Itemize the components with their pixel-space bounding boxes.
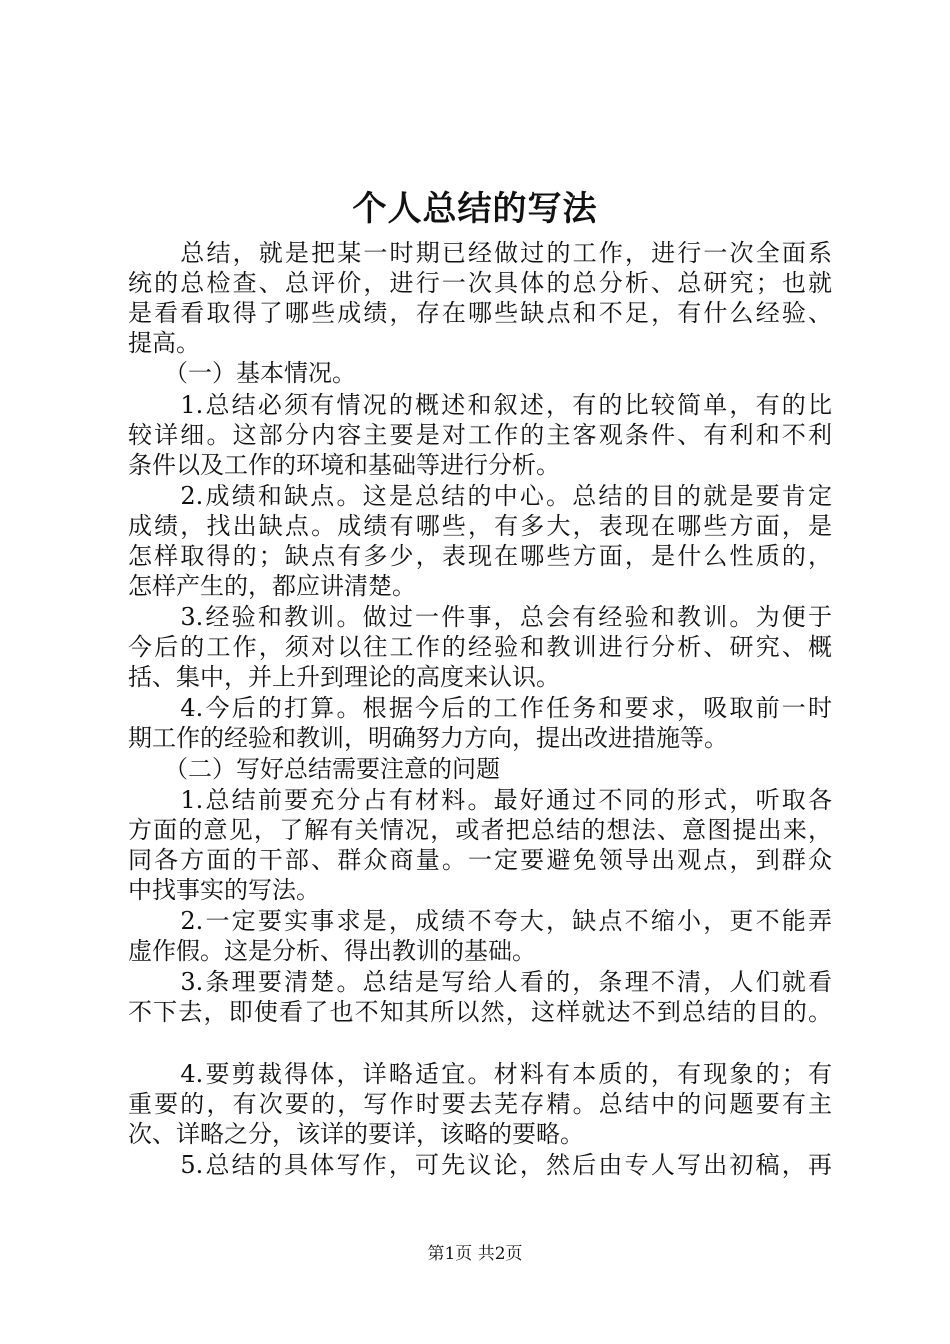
text-line: 是看看取得了哪些成绩，存在哪些缺点和不足，有什么经验、 xyxy=(128,299,832,327)
text-line: 期工作的经验和教训，明确努力方向，提出改进措施等。 xyxy=(128,724,728,752)
text-line: 次、详略之分，该详的要详，该略的要略。 xyxy=(128,1120,584,1148)
text-line: 不下去，即使看了也不知其所以然，这样就达不到总结的目的。 xyxy=(128,998,832,1026)
section-heading: （二）写好总结需要注意的问题 xyxy=(128,755,500,783)
text-line: 今后的工作，须对以往工作的经验和教训进行分析、研究、概 xyxy=(128,633,832,661)
text-line: 1.总结必须有情况的概述和叙述，有的比较简单，有的比 xyxy=(128,391,832,419)
text-line: 1.总结前要充分占有材料。最好通过不同的形式，听取各 xyxy=(128,786,832,814)
text-line: 成绩，找出缺点。成绩有哪些，有多大，表现在哪些方面，是 xyxy=(128,512,832,540)
text-line: 2.一定要实事求是，成绩不夸大，缺点不缩小，更不能弄 xyxy=(128,907,832,935)
text-line: 中找事实的写法。 xyxy=(128,876,320,904)
text-line: 重要的，有次要的，写作时要去芜存精。总结中的问题要有主 xyxy=(128,1090,832,1118)
text-line: 2.成绩和缺点。这是总结的中心。总结的目的就是要肯定 xyxy=(128,482,832,510)
text-line: 统的总检查、总评价，进行一次具体的总分析、总研究；也就 xyxy=(128,269,832,297)
text-line: 怎样产生的，都应讲清楚。 xyxy=(128,572,416,600)
text-line: 4.要剪裁得体，详略适宜。材料有本质的，有现象的；有 xyxy=(128,1060,832,1088)
text-line: 条件以及工作的环境和基础等进行分析。 xyxy=(128,451,560,479)
text-line: 提高。 xyxy=(128,329,200,357)
section-heading: （一）基本情况。 xyxy=(128,359,356,387)
text-line: 虚作假。这是分析、得出教训的基础。 xyxy=(128,937,536,965)
text-line: 方面的意见，了解有关情况，或者把总结的想法、意图提出来， xyxy=(128,816,832,844)
text-line: 括、集中，并上升到理论的高度来认识。 xyxy=(128,663,560,691)
document-title: 个人总结的写法 xyxy=(352,189,598,229)
page-footer: 第1页 共2页 xyxy=(427,1244,523,1264)
text-line: 怎样取得的；缺点有多少，表现在哪些方面，是什么性质的， xyxy=(128,542,832,570)
text-line: 同各方面的干部、群众商量。一定要避免领导出观点，到群众 xyxy=(128,846,832,874)
text-line: 3.条理要清楚。总结是写给人看的，条理不清，人们就看 xyxy=(128,968,832,996)
text-line: 总结，就是把某一时期已经做过的工作，进行一次全面系 xyxy=(128,239,832,267)
text-line: 3.经验和教训。做过一件事，总会有经验和教训。为便于 xyxy=(128,603,832,631)
blank-line xyxy=(128,1027,832,1057)
text-line: 5.总结的具体写作，可先议论，然后由专人写出初稿，再 xyxy=(128,1151,832,1179)
text-line: 4.今后的打算。根据今后的工作任务和要求，吸取前一时 xyxy=(128,694,832,722)
text-line: 较详细。这部分内容主要是对工作的主客观条件、有利和不利 xyxy=(128,421,832,449)
